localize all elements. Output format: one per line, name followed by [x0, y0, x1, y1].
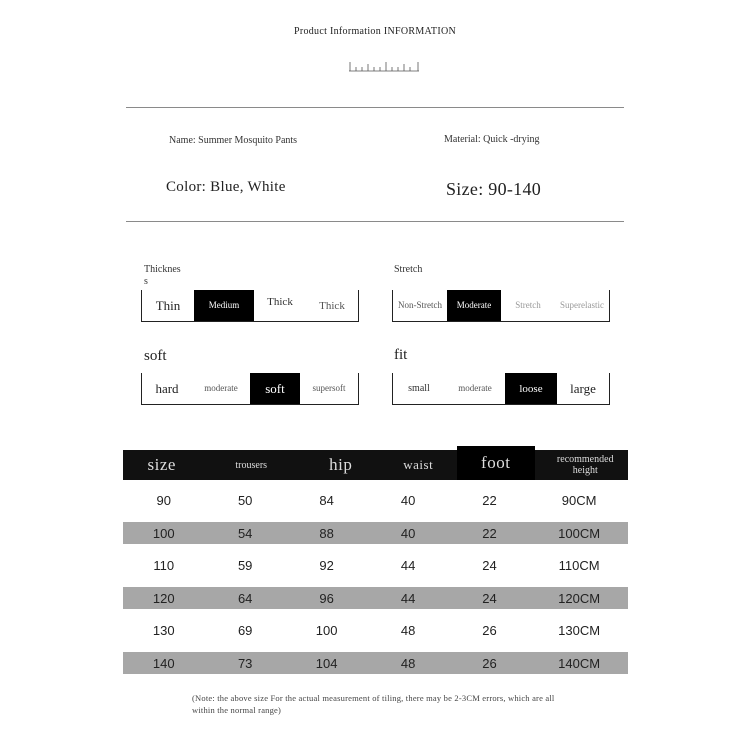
thickness-option: Thick: [267, 296, 293, 308]
fit-scale: [392, 373, 610, 405]
table-cell: 100: [152, 525, 175, 541]
fit-option-selected: loose: [505, 373, 557, 404]
table-cell: 64: [237, 590, 253, 606]
table-cell: 88: [319, 525, 334, 541]
table-row: [123, 652, 628, 674]
table-cell: 59: [237, 558, 253, 573]
table-cell: 26: [482, 655, 497, 671]
soft-label: soft: [144, 348, 167, 364]
size-note: (Note: the above size For the actual measurement of tiling, there may be 2-3CM errors, which are all within the normal range): [192, 693, 555, 715]
table-cell: 100CM: [558, 525, 601, 541]
stretch-option: Superelastic: [560, 300, 604, 310]
table-cell: 22: [482, 525, 497, 541]
product-color: Color: Blue, White: [166, 179, 286, 195]
soft-option: moderate: [204, 383, 238, 393]
table-cell: 140: [152, 655, 175, 671]
thickness-option-selected: Medium: [194, 290, 254, 321]
table-cell: 110: [153, 558, 175, 573]
fit-option: moderate: [458, 383, 492, 393]
table-cell: 130: [152, 623, 175, 638]
fit-label: fit: [394, 347, 408, 363]
table-row: [123, 484, 628, 517]
header-hip: hip: [329, 455, 353, 474]
table-cell: 50: [237, 493, 253, 508]
soft-option: supersoft: [312, 383, 346, 393]
table-cell: 44: [400, 558, 416, 573]
table-cell: 40: [400, 493, 416, 508]
stretch-option: Non-Stretch: [398, 300, 442, 310]
table-cell: 90CM: [561, 493, 597, 508]
table-cell: 22: [482, 493, 497, 508]
table-cell: 120CM: [558, 590, 601, 606]
table-cell: 26: [482, 623, 497, 638]
table-cell: 110CM: [558, 558, 600, 573]
table-cell: 100: [315, 623, 338, 638]
table-cell: 24: [482, 558, 497, 573]
fit-option: small: [408, 383, 430, 394]
size-table: [123, 450, 628, 679]
soft-scale: [141, 373, 359, 405]
divider: [126, 107, 624, 108]
soft-option: hard: [155, 380, 179, 396]
table-cell: 140CM: [558, 655, 601, 671]
product-material: Material: Quick -drying: [444, 134, 540, 145]
stretch-option: Stretch: [515, 300, 541, 310]
header-trousers: trousers: [235, 459, 268, 471]
table-cell: 84: [319, 493, 334, 508]
stretch-label: Stretch: [394, 264, 423, 275]
product-name: Name: Summer Mosquito Pants: [169, 135, 298, 146]
table-cell: 54: [237, 525, 253, 541]
header-recommended-height: recommended height: [556, 454, 614, 476]
table-cell: 48: [400, 655, 416, 671]
table-cell: 120: [152, 590, 175, 606]
table-row: [123, 522, 628, 544]
header-waist: waist: [403, 457, 434, 472]
table-cell: 96: [319, 590, 334, 606]
table-cell: 44: [400, 590, 416, 606]
table-row: [123, 587, 628, 609]
table-cell: 73: [237, 655, 253, 671]
table-cell: 69: [237, 623, 253, 638]
soft-option-selected: soft: [250, 373, 300, 404]
table-cell: 24: [482, 590, 497, 606]
thickness-scale: [141, 290, 359, 322]
table-row: [123, 614, 628, 647]
thickness-option: Thick: [319, 299, 345, 312]
fit-option: large: [570, 380, 596, 396]
product-size-range: Size: 90-140: [446, 179, 542, 199]
stretch-option-selected: Moderate: [447, 290, 501, 321]
thickness-option: Thin: [155, 297, 181, 313]
divider: [126, 221, 624, 222]
table-cell: 40: [400, 525, 416, 541]
thickness-label: Thickness: [144, 264, 181, 287]
header-size: size: [147, 455, 176, 474]
size-table-header: [123, 450, 628, 480]
stretch-scale: [392, 290, 610, 322]
ruler-icon: [349, 60, 419, 72]
table-cell: 104: [315, 655, 338, 671]
header-foot: foot: [457, 446, 535, 480]
page-title: Product Information INFORMATION: [293, 26, 457, 37]
table-cell: 48: [400, 623, 416, 638]
table-cell: 92: [319, 558, 334, 573]
table-cell: 90: [156, 493, 171, 508]
table-cell: 130CM: [558, 623, 601, 638]
table-row: [123, 549, 628, 582]
